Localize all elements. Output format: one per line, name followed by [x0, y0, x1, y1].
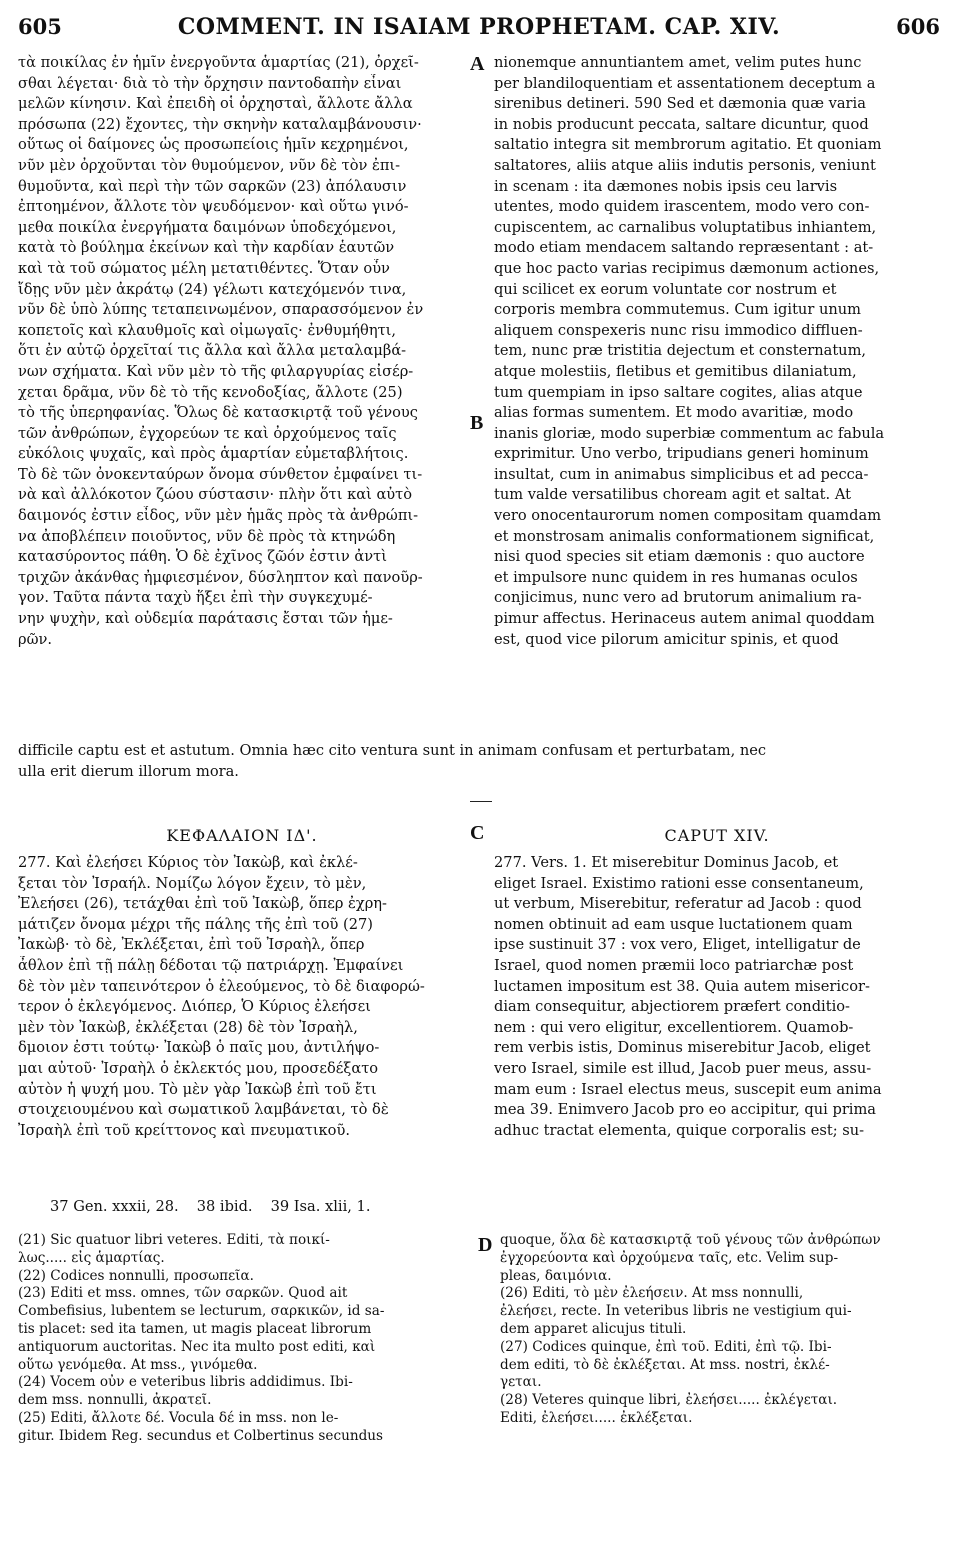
- running-title: COMMENT. IN ISAIAM PROPHETAM. CAP. XIV.: [177, 14, 781, 40]
- greek-text-line: γον. Ταῦτα πάντα ταχὺ ἥξει ἐπὶ τὴν συγκεχυμέ-: [18, 589, 373, 607]
- greek-text-line: να ἀποβλέπειν ποιοῦντος, νῦν δὲ πρὸς τὰ κτηνώδη: [18, 527, 396, 545]
- greek-text-line: μελῶν κίνησιν. Καὶ ἐπειδὴ οἱ ὀρχησταὶ, ἄλλοτε ἄλλα: [18, 95, 413, 113]
- footnote-line: tis placet: sed ita tamen, ut magis placeat librorum: [18, 1320, 372, 1337]
- latin-text-line: et impulsore nunc quidem in res humanas oculos: [494, 568, 858, 586]
- footnote-line: (25) Editi, ἄλλοτε δέ. Vocula δέ in mss. non le-: [18, 1409, 339, 1426]
- latin-text-line: per blandiloquentiam et assentationem deceptum a: [494, 74, 876, 92]
- latin-text-line: ulla erit dierum illorum mora.: [18, 762, 239, 780]
- latin-text-line: sirenibus detineri. 590 Sed et dæmonia quæ varia: [494, 95, 866, 113]
- latin-text-line: qui scilicet ex eorum voluntate cor nostrum et: [494, 280, 837, 298]
- greek-text-line: εὐκόλοις ψυχαῖς, καὶ πρὸς ἁμαρτίαν εὐμεταβλήτοις.: [18, 445, 409, 463]
- greek-text-line: νῦν δὲ ὑπὸ λύπης τεταπεινωμένον, σπαρασσόμενον ἐν: [18, 301, 424, 319]
- footnote-line: (24) Vocem οὖν e veteribus libris addidimus. Ibi-: [18, 1374, 353, 1391]
- greek-text-line: δὲ τὸν μὲν ταπεινότερον ὁ ἐλεούμενος, τὸ δὲ διαφορώ-: [18, 977, 425, 995]
- greek-text-line: ξεται τὸν Ἰσραήλ. Νομίζω λόγον ἔχειν, τὸ μὲν,: [18, 874, 367, 892]
- greek-text-line: 277. Καὶ ἐλεήσει Κύριος τὸν Ἰακὼβ, καὶ ἐκλέ-: [18, 854, 358, 871]
- latin-text-line: tem, nunc præ tristitia dejectum et consternatum,: [494, 342, 867, 360]
- greek-text-line: νὰ καὶ ἀλλόκοτον ζώου σύστασιν· πλὴν ὅτι καὶ αὐτὸ: [18, 486, 413, 504]
- footnote-line: antiquorum auctoritas. Nec ita multo post editi, καὶ: [18, 1338, 376, 1355]
- scripture-reference: 39 Isa. xlii, 1.: [270, 1198, 371, 1215]
- latin-text-line: tum valde versatilibus choream agit et saltat. At: [494, 486, 851, 504]
- footnote-line: (28) Veteres quinque libri, ἐλεήσει..... ἐκλέγεται.: [500, 1392, 838, 1409]
- page-number-left: 605: [18, 14, 62, 39]
- greek-text-line: ἆθλον ἐπὶ τῇ πάλῃ δέδοται τῷ πατριάρχῃ. Ἐμφαίνει: [18, 956, 404, 974]
- footnote-line: ἐλεήσει, recte. In veteribus libris ne vestigium qui-: [500, 1303, 852, 1320]
- footnotes-right: [500, 1232, 940, 1428]
- footnote-line: ἐγχορεύοντα καὶ ὀρχούμενα ταῖς, etc. Velim sup-: [500, 1249, 839, 1266]
- greek-text-line: καὶ τὰ τοῦ σώματος μέλη μετατιθέντες. Ὅταν οὖν: [18, 259, 390, 277]
- footnote-line: γεται.: [500, 1374, 542, 1391]
- latin-text-line: conjicimus, nunc vero ad brutorum animalium ra-: [494, 589, 862, 607]
- footnote-line: dem editi, τὸ δὲ ἐκλέξεται. At mss. nostri, ἐκλέ-: [500, 1356, 830, 1373]
- footnote-line: (26) Editi, τὸ μὲν ἐλεήσειν. At mss nonnulli,: [500, 1285, 804, 1302]
- footnote-line: (23) Editi et mss. omnes, τῶν σαρκῶν. Quod ait: [18, 1285, 348, 1302]
- greek-text-line: αὐτὸν ἡ ψυχή μου. Τὸ μὲν γὰρ Ἰακὼβ ἐπὶ τοῦ ἔτι: [18, 1080, 377, 1098]
- greek-text-line: Ἰσραὴλ ἐπὶ τοῦ κρείττονος καὶ πνευματικοῦ.: [18, 1121, 350, 1139]
- greek-text-line: τερον ὁ ἐκλεγόμενος. Διόπερ, Ὁ Κύριος ἐλεήσει: [18, 998, 371, 1016]
- greek-text-line: μαι αὐτοῦ· Ἰσραὴλ ὁ ἐκλεκτός μου, προσεδέξατο: [18, 1059, 379, 1077]
- greek-text-line: μεθα ποικίλα ἐνεργήματα δαιμόνων ὑποδεχόμενοι,: [18, 218, 397, 236]
- greek-text-line: ἐπτοημένον, ἄλλοτε τὸν ψευδόμενον· καὶ οὕτω γινό-: [18, 198, 409, 216]
- footnote-line: quoque, ὅλα δὲ κατασκιρτᾷ τοῦ γένους τῶν ἀνθρώπων: [500, 1232, 881, 1248]
- footnote-line: (27) Codices quinque, ἐπὶ τοῦ. Editi, ἐπὶ τῷ. Ibi-: [500, 1338, 832, 1355]
- latin-section-body: [494, 853, 940, 1141]
- latin-text-line: cupiscentem, ac carnalibus voluptatibus inhiantem,: [494, 218, 877, 236]
- footnote-line: λως..... εἰς ἁμαρτίας.: [18, 1249, 165, 1266]
- scripture-reference: 38 ibid.: [196, 1198, 253, 1215]
- latin-text-line: et monstrosam animalis conformationem significat,: [494, 527, 875, 545]
- greek-section-title: ΚΕΦΑΛΑΙΟΝ ΙΔ'.: [166, 826, 318, 845]
- greek-text-line: θυμοῦντα, καὶ περὶ τὴν τῶν σαρκῶν (23) ἀπόλαυσιν: [18, 177, 407, 195]
- margin-marker-c: C: [470, 822, 485, 844]
- latin-text-line: luctamen impositum est 38. Quia autem misericor-: [494, 977, 870, 995]
- greek-text-line: Τὸ δὲ τῶν ὀνοκενταύρων ὄνομα σύνθετον ἐμφαίνει τι-: [18, 465, 423, 483]
- latin-text-line: inanis gloriæ, modo superbiæ commentum ac fabula: [494, 424, 885, 442]
- latin-text-line: pimur affectus. Herinaceus autem animal quoddam: [494, 610, 875, 628]
- latin-text-line: que hoc pacto varias recipimus dæmonum actiones,: [494, 259, 880, 277]
- greek-column-top: [18, 53, 466, 650]
- latin-text-line: atque molestiis, fletibus et gemitibus dilaniatum,: [494, 362, 857, 380]
- page-header: [18, 14, 940, 44]
- greek-text-line: ρῶν.: [18, 630, 52, 648]
- greek-text-line: κατασύροντος πάθη. Ὁ δὲ ἐχῖνος ζῶόν ἐστιν ἀντὶ: [18, 548, 387, 566]
- greek-text-line: δμοιον ἐστι τούτῳ· Ἰακὼβ ὁ παῖς μου, ἀντιλήψο-: [18, 1039, 380, 1057]
- greek-text-line: τὸ τῆς ὑπερηφανίας. Ὅλως δὲ κατασκιρτᾷ τοῦ γένους: [18, 404, 418, 422]
- latin-text-line: corporis membra commutemus. Cum igitur unum: [494, 301, 861, 319]
- greek-text-line: νῦν μὲν ὀρχοῦνται τὸν θυμούμενον, νῦν δὲ τὸν ἐπι-: [18, 156, 401, 174]
- latin-text-line: vero onocentaurorum nomen compositam quamdam: [494, 507, 882, 525]
- latin-text-line: nomen obtinuit ad eam usque luctationem quam: [494, 915, 853, 933]
- footnote-line: (21) Sic quatuor libri veteres. Editi, τὰ ποικί-: [18, 1232, 330, 1248]
- latin-text-line: nionemque annuntiantem amet, velim putes hunc: [494, 54, 862, 71]
- latin-text-line: ut verbum, Miserebitur, referatur ad Jacob : quod: [494, 895, 862, 913]
- greek-text-line: πρόσωπα (22) ἔχοντες, τὴν σκηνὴν καταλαμβάνουσιν·: [18, 115, 422, 133]
- greek-text-line: νων σχήματα. Καὶ νῦν μὲν τὸ τῆς φιλαργυρίας εἰσέρ-: [18, 362, 414, 380]
- scripture-reference: 37 Gen. xxxii, 28.: [50, 1198, 179, 1215]
- greek-text-line: σθαι λέγεται· διὰ τὸ τὴν ὄρχησιν παντοδαπὴν εἶναι: [18, 74, 402, 92]
- latin-text-line: mam eum : Israel electus meus, suscepit eum anima: [494, 1080, 882, 1098]
- greek-text-line: μάτιζεν ὄνομα μέχρι τῆς πάλης τῆς ἐπὶ τοῦ (27): [18, 915, 373, 933]
- greek-text-line: Ἐλεήσει (26), τετάχθαι ἐπὶ τοῦ Ἰακὼβ, ὅπερ ἐχρη-: [18, 895, 387, 913]
- latin-text-line: vero Israel, simile est illud, Jacob puer meus, assu-: [494, 1059, 872, 1077]
- latin-section-title: CAPUT XIV.: [664, 826, 770, 845]
- greek-text-line: τῶν ἀνθρώπων, ἐγχορεύων τε καὶ ὀρχούμενος ταῖς: [18, 424, 397, 442]
- margin-marker-b: B: [470, 412, 484, 434]
- greek-text-line: τὰ ποικίλας ἐν ἡμῖν ἐνεργοῦντα ἁμαρτίας (21), ὀρχεῖ-: [18, 54, 419, 71]
- latin-text-line: diam consequitur, abjectiorem præfert conditio-: [494, 998, 850, 1016]
- section-divider: [470, 801, 492, 802]
- margin-marker-d: D: [478, 1234, 493, 1256]
- latin-text-line: eliget Israel. Existimo rationi esse consentaneum,: [494, 874, 864, 892]
- latin-text-line: aliquem conspexeris nunc risu immodico diffluen-: [494, 321, 863, 339]
- margin-marker-a: A: [470, 53, 485, 75]
- latin-text-line: 277. Vers. 1. Et miserebitur Dominus Jacob, et: [494, 854, 839, 871]
- greek-text-line: ὅτι ἐν αὐτῷ ὀρχεῖταί τις ἄλλα καὶ ἄλλα μεταλαμβά-: [18, 342, 407, 360]
- greek-text-line: μὲν τὸν Ἰακὼβ, ἐκλέξεται (28) δὲ τὸν Ἰσραὴλ,: [18, 1018, 358, 1036]
- latin-text-line: rem verbis istis, Dominus miserebitur Jacob, eliget: [494, 1039, 871, 1057]
- greek-text-line: δαιμονός ἐστιν εἶδος, νῦν μὲν ἡμᾶς πρὸς τὰ ἀνθρώπι-: [18, 507, 419, 525]
- footnote-line: οὕτω γενόμεθα. At mss., γινόμεθα.: [18, 1356, 258, 1373]
- full-width-continuation: [18, 741, 940, 782]
- footnote-line: dem mss. nonnulli, ἀκρατεῖ.: [18, 1392, 212, 1409]
- latin-text-line: Israel, quod nomen præmii loco patriarchæ post: [494, 956, 854, 974]
- footnote-line: gitur. Ibidem Reg. secundus et Colbertinus secundus: [18, 1427, 384, 1444]
- latin-text-line: est, quod vice pilorum amicitur spinis, et quod: [494, 630, 839, 648]
- latin-text-line: in nobis producunt peccata, saltare dicuntur, quod: [494, 115, 869, 133]
- latin-text-line: utentes, modo quidem irascentem, modo vero con-: [494, 198, 870, 216]
- latin-text-line: modo etiam mendacem saltando repræsentant : at-: [494, 239, 874, 257]
- greek-section-body: [18, 853, 466, 1141]
- latin-text-line: nisi quod species sit etiam dæmonis : quo auctore: [494, 548, 865, 566]
- latin-text-line: saltatio integra sit membrorum agitatio. Et quoniam: [494, 136, 882, 154]
- latin-text-line: tum quempiam in ipso saltare cogites, alias atque: [494, 383, 863, 401]
- greek-text-line: τριχῶν ἀκάνθας ἠμφιεσμένον, δύσληπτον καὶ πανοῦρ-: [18, 568, 423, 586]
- latin-text-line: exprimitur. Uno verbo, tripudians generi hominum: [494, 445, 869, 463]
- greek-text-line: κοπετοῖς καὶ κλαυθμοῖς καὶ οἰμωγαῖς· ἐνθυμήθητι,: [18, 321, 397, 339]
- latin-text-line: in scenam : ita dæmones nobis ipsis ceu larvis: [494, 177, 838, 195]
- greek-text-line: ἴδῃς νῦν μὲν ἀκράτῳ (24) γέλωτι κατεχόμενόν τινα,: [18, 280, 407, 298]
- latin-text-line: alias formas sumentem. Et modo avaritiæ, modo: [494, 404, 854, 422]
- latin-text-line: saltatores, aliis atque aliis indutis personis, veniunt: [494, 156, 876, 174]
- latin-text-line: nem : qui vero eligitur, excellentiorem. Quamob-: [494, 1018, 854, 1036]
- greek-text-line: στοιχειουμένου καὶ σωματικοῦ λαμβάνεται, τὸ δὲ: [18, 1101, 389, 1119]
- greek-text-line: νην ψυχὴν, καὶ οὐδεμία παράτασις ἔσται τῶν ἡμε-: [18, 610, 393, 628]
- greek-text-line: οὕτως οἱ δαίμονες ὡς προσωπείοις ἡμῖν κεχρημένοι,: [18, 136, 409, 154]
- footnote-line: pleas, δαιμόνια.: [500, 1267, 612, 1284]
- greek-text-line: χεται δρᾶμα, νῦν δὲ τὸ τῆς κενοδοξίας, ἄλλοτε (25): [18, 383, 403, 401]
- scripture-references: [50, 1198, 388, 1215]
- latin-text-line: insultat, cum in animabus simplicibus et ad pecca-: [494, 465, 869, 483]
- footnotes-left: [18, 1232, 470, 1446]
- footnote-line: dem apparet alicujus tituli.: [500, 1320, 687, 1337]
- latin-column-top: [494, 53, 940, 650]
- latin-text-line: mea 39. Enimvero Jacob pro eo accipitur, qui prima: [494, 1101, 877, 1119]
- latin-text-line: adhuc tractat elementa, quique corporalis est; su-: [494, 1121, 865, 1139]
- footnote-line: (22) Codices nonnulli, προσωπεῖα.: [18, 1267, 254, 1284]
- greek-text-line: κατὰ τὸ βούλημα ἐκείνων καὶ τὴν καρδίαν ἑαυτῶν: [18, 239, 395, 257]
- footnote-line: Editi, ἐλεήσει..... ἐκλέξεται.: [500, 1409, 693, 1426]
- latin-text-line: difficile captu est et astutum. Omnia hæc cito ventura sunt in animam confusam et perturbatam, nec: [18, 742, 767, 759]
- latin-text-line: ipse sustinuit 37 : vox vero, Eliget, intelligatur de: [494, 936, 861, 954]
- greek-text-line: Ἰακὼβ· τὸ δὲ, Ἐκλέξεται, ἐπὶ τοῦ Ἰσραὴλ, ὅπερ: [18, 936, 365, 954]
- footnote-line: Combefisius, lubentem se lecturum, σαρκικῶν, id sa-: [18, 1303, 385, 1320]
- page-number-right: 606: [896, 14, 940, 39]
